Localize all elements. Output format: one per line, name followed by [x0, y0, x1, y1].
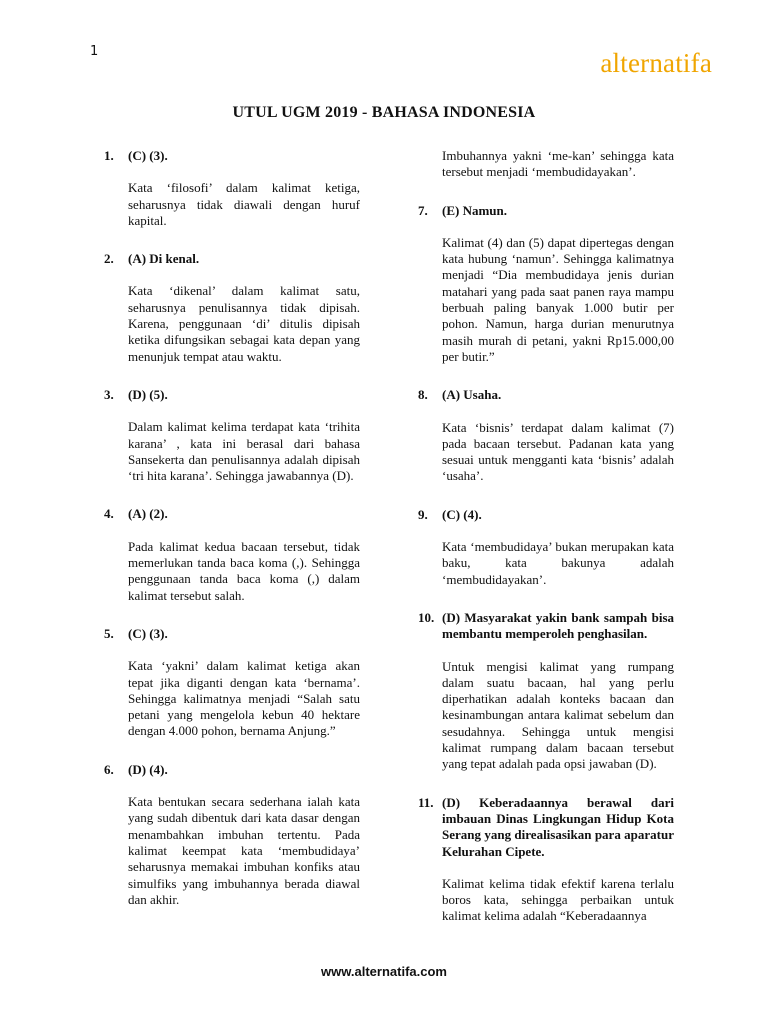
page-number: 1 [90, 44, 99, 59]
question-number: 3. [104, 386, 114, 402]
question-item-10 [418, 610, 674, 773]
question-explanation: Kata bentukan secara sederhana ialah kata yang sudah dibentuk dari kata dasar dengan menambahkan imbuhan tertentu. Pada kalimat keempat kata ‘membudidaya’ seharusnya memakai imbuhan konfiks atau simulfiks yang imbuhannya berada diawal dan akhir. [128, 794, 360, 907]
question-number: 1. [104, 148, 114, 163]
question-number: 9. [418, 506, 428, 522]
question-answer: (A) Di kenal. [128, 251, 200, 267]
question-answer: (C) (3). [128, 148, 168, 163]
question-number: 11. [418, 794, 434, 810]
question-explanation: Kata ‘yakni’ dalam kalimat ketiga akan tepat jika diganti dengan kata ‘bernama’. Sehingga kalimatnya menjadi “Salah satu petani yang mengelola kebun 40 hektare dengan 4.000 pohon, bernama Anjung.” [128, 658, 360, 739]
question-answer: (D) Masyarakat yakin bank sampah bisa membantu memperoleh penghasilan. [442, 609, 674, 642]
question-explanation: Untuk mengisi kalimat yang rumpang dalam suatu bacaan, hal yang perlu diperhatikan adalah konteks bacaan dan kesinambungan antara kalimat sebelum dan sesudahnya. Sehingga untuk mengisi kalimat rumpang dalam bacaan tersebut yang tepat adalah pada opsi jawaban (D). [442, 658, 674, 772]
question-item-5 [104, 626, 360, 740]
question-item-8 [418, 387, 674, 484]
question-explanation: Kata ‘filosofi’ dalam kalimat ketiga, seharusnya tidak diawali dengan huruf kapital. [128, 180, 360, 228]
question-item-11 [418, 795, 674, 925]
question-number: 5. [104, 625, 114, 641]
question-number: 2. [104, 251, 114, 267]
question-number: 10. [418, 609, 435, 625]
question-number: 6. [104, 761, 114, 777]
question-explanation: Kata ‘dikenal’ dalam kalimat satu, seharusnya penulisannya tidak dipisah. Karena, penggunaan ‘di’ ditulis dipisah ketika difungsikan sebagai kata depan yang menunjuk tempat atau waktu. [128, 283, 360, 364]
footer-url: www.alternatifa.com [321, 964, 447, 979]
question-item-4 [104, 506, 360, 603]
question-number: 4. [104, 506, 114, 522]
question-item-3 [104, 387, 360, 484]
question-explanation: Dalam kalimat kelima terdapat kata ‘trihita karana’ , kata ini berasal dari bahasa Sansekerta dan penulisannya adalah dipisah ‘tri hita karana’. Sehingga jawabannya (D). [128, 419, 360, 484]
brand-logo: alternatifa [600, 48, 712, 78]
question-item-2 [104, 251, 360, 365]
document-title: UTUL UGM 2019 - BAHASA INDONESIA [232, 104, 536, 121]
question-explanation: Kalimat (4) dan (5) dapat dipertegas dengan kata hubung ‘namun’. Sehingga kalimatnya menjadi “Dia membudidaya jenis durian matahari yang pada saat panen raya mampu berbuah paling banyak 1.000 butir per pohon. Namun, harga durian menurutnya masih murah di petani, yakni Rp15.000,00 per butir.” [442, 234, 674, 364]
question-answer: (D) (5). [128, 386, 168, 402]
question-answer: (A) (2). [128, 506, 168, 522]
left-column [104, 148, 360, 908]
question-explanation: Kata ‘bisnis’ terdapat dalam kalimat (7) pada bacaan tersebut. Padanan kata yang sesuai untuk mengganti kata ‘bisnis’ adalah ‘usaha’. [442, 419, 674, 484]
question-explanation: Kalimat kelima tidak efektif karena terlalu boros kata, sehingga perbaikan untuk kalimat kelima adalah “Keberadaannya [442, 875, 674, 924]
question-item-9 [418, 507, 674, 588]
question-answer: (D) Keberadaannya berawal dari imbauan Dinas Lingkungan Hidup Kota Serang yang direalisasikan para aparatur Kelurahan Cipete. [442, 794, 674, 859]
question-answer: (E) Namun. [442, 202, 508, 218]
question-item-7 [418, 203, 674, 366]
question-answer: (C) (3). [128, 625, 168, 641]
right-column [418, 148, 674, 925]
question-number: 7. [418, 202, 428, 218]
question-answer: (D) (4). [128, 761, 168, 777]
question-item-1 [104, 148, 360, 229]
question-explanation: Kata ‘membudidaya’ bukan merupakan kata baku, kata bakunya adalah ‘membudidayakan’. [442, 539, 674, 587]
question-answer: (A) Usaha. [442, 387, 502, 403]
question-item-6 [104, 762, 360, 908]
question-explanation: Pada kalimat kedua bacaan tersebut, tidak memerlukan tanda baca koma (,). Sehingga penggunaan tanda baca koma (,) dalam kalimat tersebut salah. [128, 538, 360, 603]
question-number: 8. [418, 387, 428, 403]
question-answer: (C) (4). [442, 506, 482, 522]
continued-explanation: Imbuhannya yakni ‘me-kan’ sehingga kata tersebut menjadi ‘membudidayakan’. [442, 148, 674, 180]
